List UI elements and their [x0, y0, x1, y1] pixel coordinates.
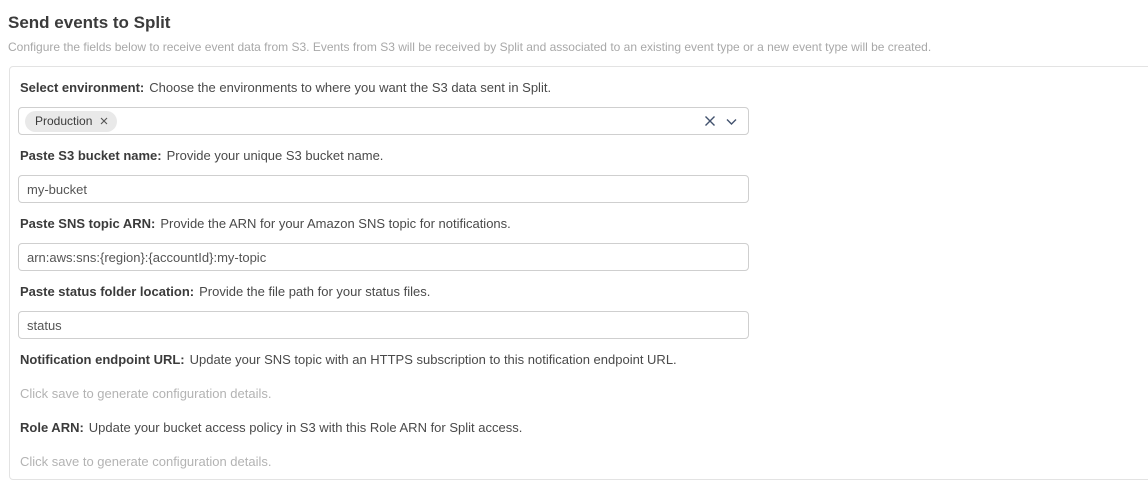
tag-remove-icon[interactable] [100, 117, 108, 125]
role-arn-note: Click save to generate configuration details. [20, 454, 272, 469]
sns-topic-input[interactable] [18, 243, 749, 271]
page-subtitle: Configure the fields below to receive event data from S3. Events from S3 will be received by Split and associated to an existing event type or a new event type will be created. [8, 40, 932, 54]
notification-endpoint-note: Click save to generate configuration details. [20, 386, 272, 401]
sns-topic-label-strong: Paste SNS topic ARN: [20, 216, 156, 231]
s3-bucket-input[interactable] [18, 175, 749, 203]
s3-bucket-label [20, 149, 1143, 163]
environment-description: Choose the environments to where you want the S3 data sent in Split. [149, 80, 552, 95]
status-folder-description: Provide the file path for your status files. [199, 284, 431, 299]
s3-bucket-label-strong: Paste S3 bucket name: [20, 148, 162, 163]
role-arn-label [20, 421, 1143, 435]
status-folder-label-strong: Paste status folder location: [20, 284, 195, 299]
notification-endpoint-label [20, 353, 1143, 367]
s3-bucket-description: Provide your unique S3 bucket name. [166, 148, 384, 163]
status-folder-label [20, 285, 1143, 299]
notification-endpoint-description: Update your SNS topic with an HTTPS subscription to this notification endpoint URL. [189, 352, 677, 367]
sns-topic-description: Provide the ARN for your Amazon SNS topic for notifications. [160, 216, 511, 231]
status-folder-input[interactable] [18, 311, 749, 339]
environment-label-strong: Select environment: [20, 80, 145, 95]
page-title: Send events to Split [8, 13, 171, 32]
clear-icon[interactable] [703, 114, 717, 128]
config-panel [9, 66, 1148, 480]
sns-topic-label [20, 217, 1143, 231]
selected-environment-tag-label: Production [35, 113, 93, 128]
selected-environment-tag [25, 111, 117, 132]
role-arn-description: Update your bucket access policy in S3 with this Role ARN for Split access. [88, 420, 523, 435]
page-header [0, 0, 1148, 54]
notification-endpoint-label-strong: Notification endpoint URL: [20, 352, 185, 367]
environment-multiselect[interactable] [18, 107, 749, 135]
environment-label [20, 81, 1143, 95]
role-arn-label-strong: Role ARN: [20, 420, 84, 435]
chevron-down-icon[interactable] [724, 114, 739, 129]
